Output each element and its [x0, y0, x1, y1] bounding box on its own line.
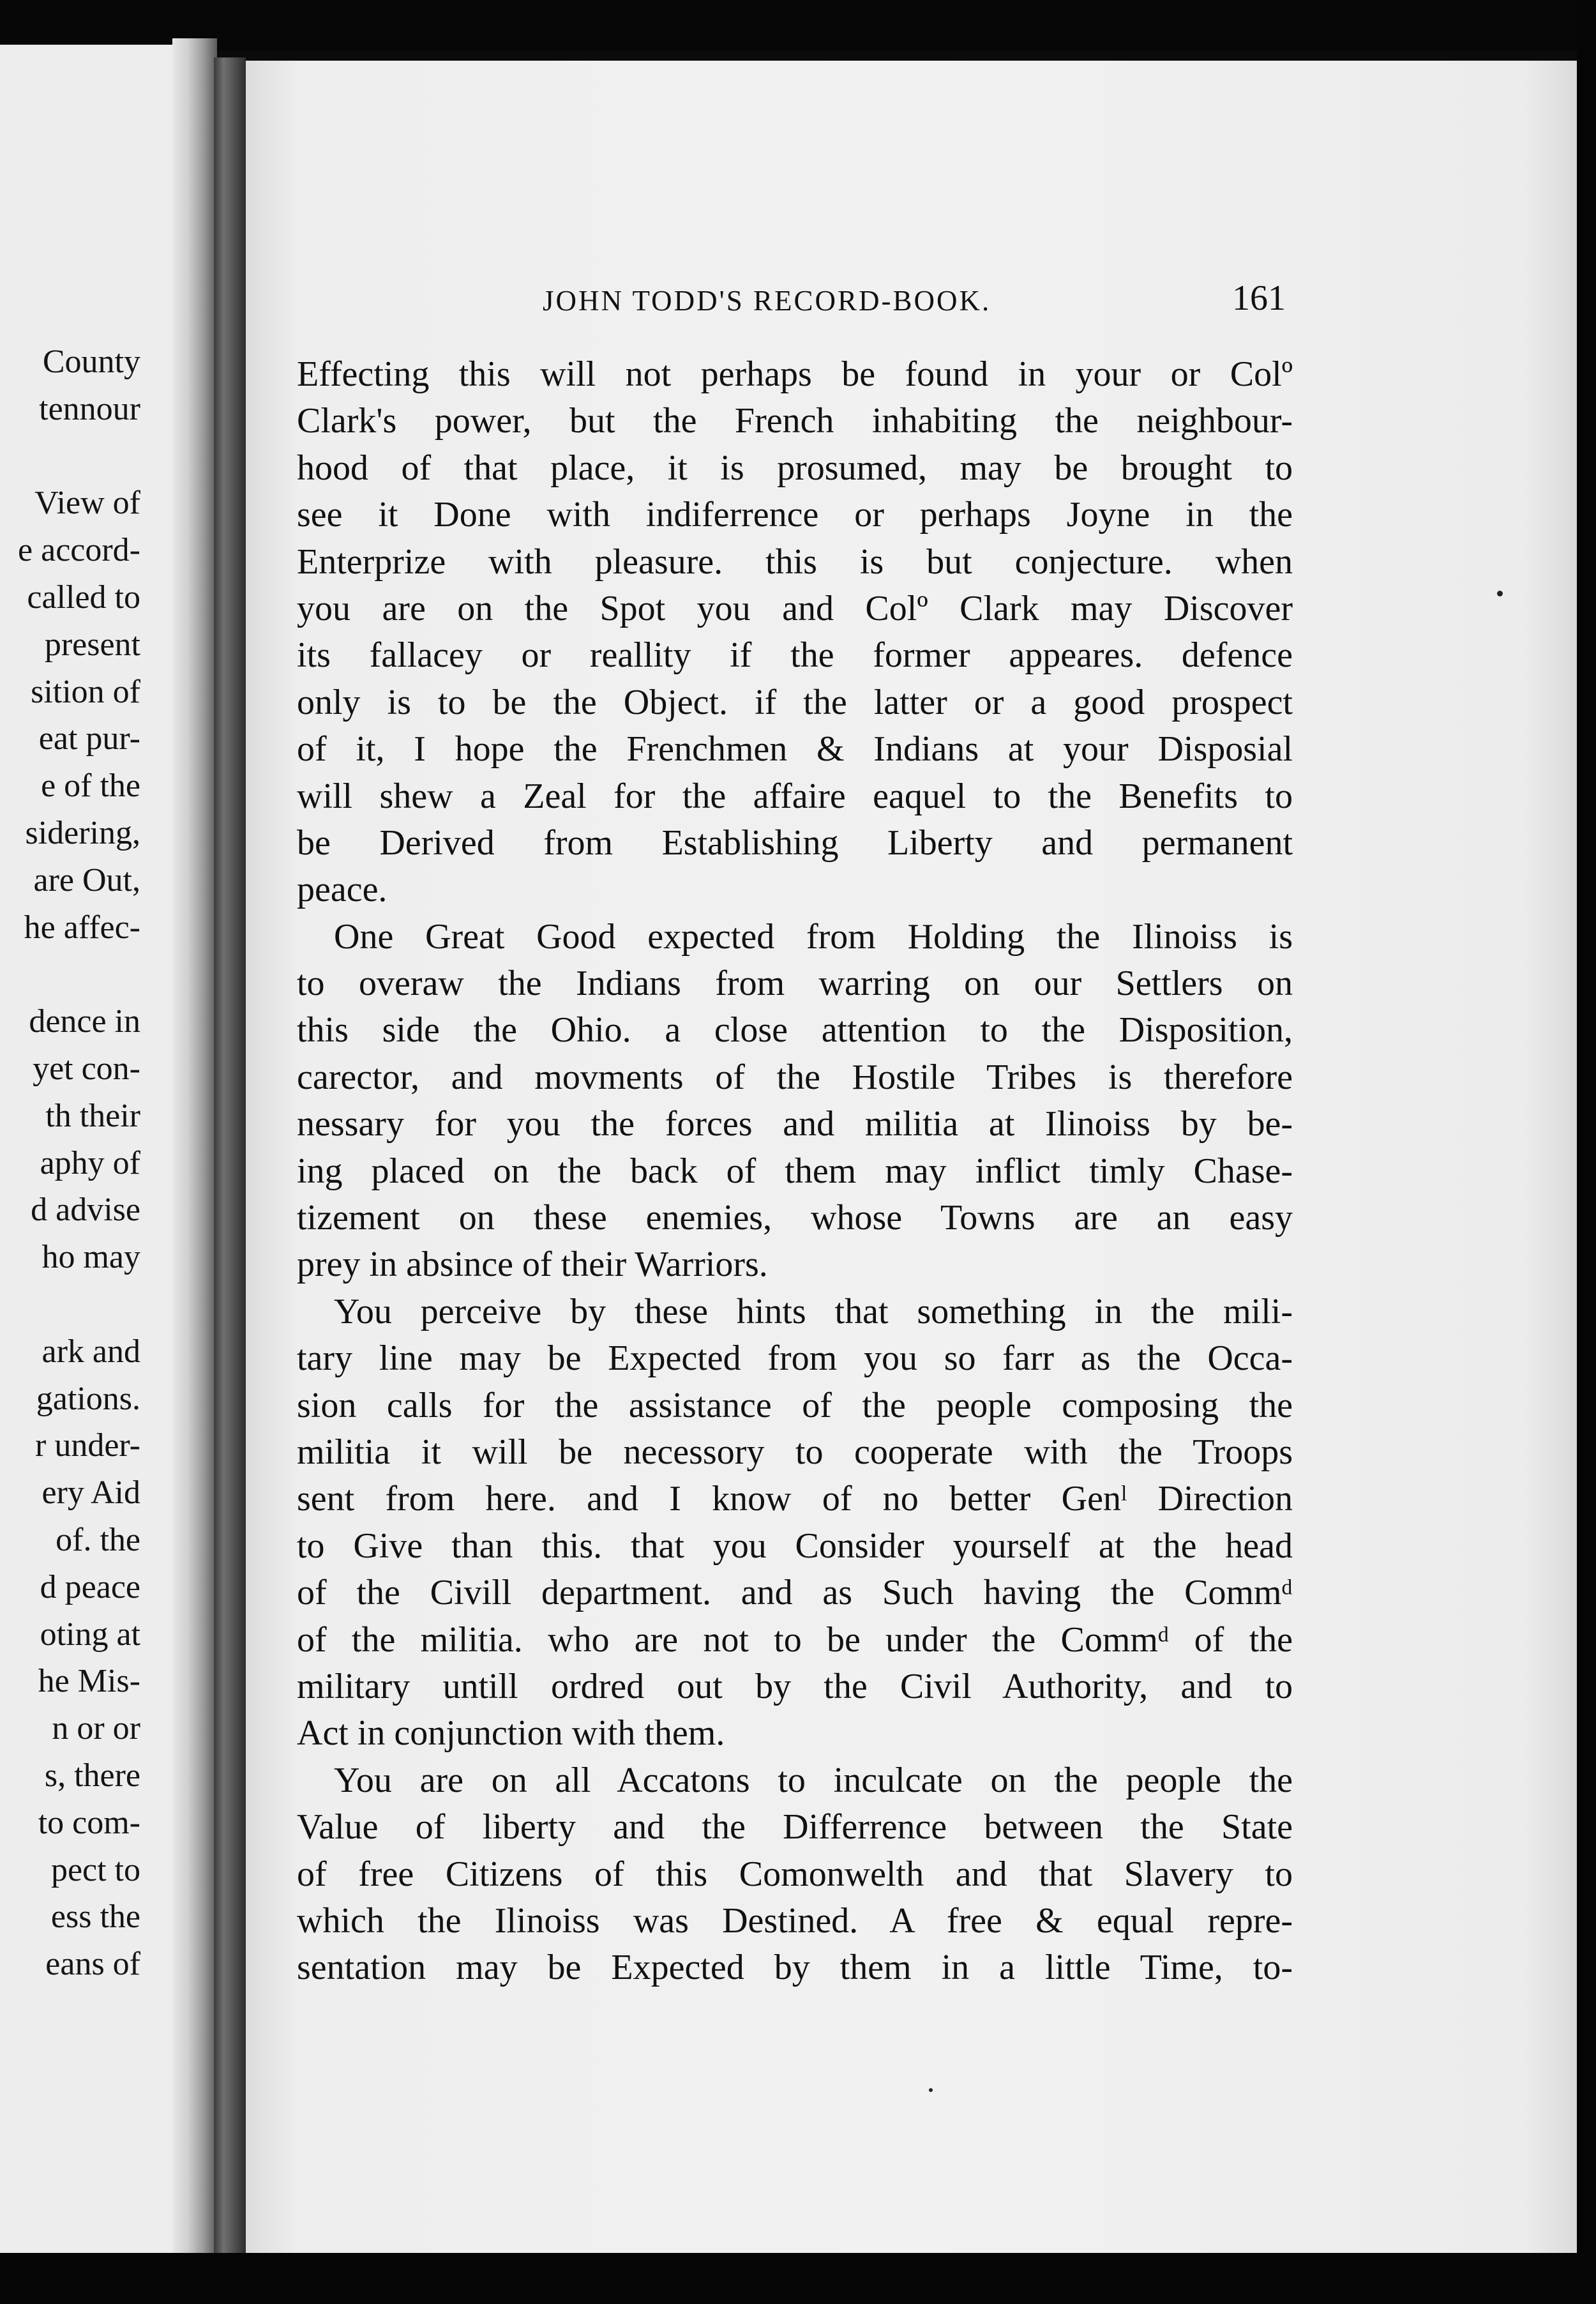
left-page-line: View of — [34, 485, 140, 522]
left-page-line: sidering, — [25, 814, 140, 851]
left-page-line: present — [44, 626, 140, 663]
text-line: only is to be the Object. if the latter or a good prospect — [297, 682, 1293, 722]
text-line: You are on all Accatons to inculcate on the people the — [334, 1760, 1293, 1800]
text-line: Value of liberty and the Differrence between the State — [297, 1807, 1293, 1847]
text-line: will shew a Zeal for the affaire eaquel to the Benefits to — [297, 776, 1293, 816]
scan-speck — [929, 2088, 933, 2092]
text-line: Effecting this will not perhaps be found in your or Colº — [297, 354, 1293, 394]
left-page-line: d advise — [31, 1192, 140, 1229]
text-line: sion calls for the assistance of the people composing the — [297, 1385, 1293, 1425]
text-line: nessary for you the forces and militia at Ilinoiss by be- — [297, 1104, 1293, 1144]
text-line: sentation may be Expected by them in a little Time, to- — [297, 1948, 1293, 1988]
text-line: which the Ilinoiss was Destined. A free & equal repre- — [297, 1900, 1293, 1941]
left-page-line: County — [42, 344, 140, 380]
left-page-line: gations. — [36, 1380, 140, 1417]
running-head-title: JOHN TODD'S RECORD-BOOK. — [543, 285, 991, 317]
body-text — [297, 351, 1293, 1992]
text-line: this side the Ohio. a close attention to the Disposition, — [297, 1010, 1293, 1050]
left-page-line: of. the — [56, 1521, 140, 1558]
left-page-line: th their — [45, 1097, 140, 1134]
text-line: of it, I hope the Frenchmen & Indians at your Disposial — [297, 729, 1293, 769]
left-page-line: called to — [27, 579, 140, 616]
text-line: prey in absince of their Warriors. — [297, 1245, 768, 1285]
text-line: to Give than this. that you Consider yourself at the head — [297, 1526, 1293, 1566]
text-line: hood of that place, it is prosumed, may be brought to — [297, 448, 1293, 488]
text-line: be Derived from Establishing Liberty and permanent — [297, 822, 1293, 863]
left-page-line: n or or — [52, 1710, 140, 1747]
left-facing-page — [0, 45, 192, 2261]
text-line: you are on the Spot you and Colº Clark may Discover — [297, 588, 1293, 628]
left-page-line: e accord- — [18, 532, 140, 569]
left-page-line — [0, 951, 140, 998]
text-line: Act in conjunction with them. — [297, 1713, 725, 1754]
scan-edge-bottom — [0, 2253, 1596, 2304]
text-line: Enterprize with pleasure. this is but conjecture. when — [297, 542, 1293, 582]
scan-edge-right — [1577, 0, 1596, 2304]
left-page-line: dence in — [29, 1003, 140, 1040]
text-line: tizement on these enemies, whose Towns are an easy — [297, 1198, 1293, 1238]
left-page-line: tennour — [39, 390, 140, 427]
left-page-line: d peace — [40, 1568, 140, 1605]
left-page-text-fragment — [0, 338, 140, 1988]
book-spine-gutter — [214, 57, 246, 2261]
text-line: carector, and movments of the Hostile Tribes is therefore — [297, 1057, 1293, 1097]
book-page — [246, 61, 1577, 2270]
left-page-line: oting at — [40, 1616, 140, 1653]
left-page-line: ess the — [50, 1899, 140, 1936]
left-page-gutter-shadow — [172, 38, 217, 2273]
left-page-line — [0, 1281, 140, 1328]
text-line: its fallacey or reallity if the former appeares. defence — [297, 635, 1293, 676]
left-page-line: eat pur- — [38, 720, 140, 757]
left-page-line: ho may — [41, 1239, 140, 1276]
running-head — [246, 271, 1577, 322]
left-page-line: he affec- — [24, 909, 140, 946]
text-line: One Great Good expected from Holding the Ilinoiss is — [334, 916, 1293, 957]
left-page-line: eans of — [45, 1946, 140, 1983]
scan-speck — [1497, 591, 1503, 596]
text-line: of free Citizens of this Comonwelth and that Slavery to — [297, 1854, 1293, 1894]
scan-edge-top — [0, 0, 1596, 51]
text-line: peace. — [297, 870, 388, 910]
text-line: militia it will be necessory to cooperate with the Troops — [297, 1432, 1293, 1472]
text-line: of the Civill department. and as Such having the Commᵈ — [297, 1573, 1293, 1613]
left-page-line: e of the — [41, 768, 140, 805]
left-page-line: r under- — [35, 1427, 140, 1464]
left-page-line: s, there — [44, 1757, 140, 1794]
left-page-line: ery Aid — [41, 1474, 140, 1512]
left-page-line: pect to — [50, 1851, 140, 1888]
text-line: to overaw the Indians from warring on our Settlers on — [297, 964, 1293, 1004]
text-line: sent from here. and I know of no better Genˡ Direction — [297, 1479, 1293, 1519]
text-line: Clark's power, but the French inhabiting the neighbour- — [297, 401, 1293, 441]
page-number: 161 — [1232, 278, 1286, 318]
text-line: of the militia. who are not to be under the Commᵈ of the — [297, 1619, 1293, 1660]
text-line: military untill ordred out by the Civil Authority, and to — [297, 1666, 1293, 1706]
text-line: tary line may be Expected from you so farr as the Occa- — [297, 1338, 1293, 1379]
text-line: see it Done with indiferrence or perhaps Joyne in the — [297, 495, 1293, 535]
left-page-line: he Mis- — [38, 1663, 140, 1700]
text-line: You perceive by these hints that something in the mili- — [334, 1291, 1293, 1331]
text-line: ing placed on the back of them may inflict timly Chase- — [297, 1151, 1293, 1191]
left-page-line: are Out, — [33, 861, 140, 898]
left-page-line: sition of — [31, 673, 140, 710]
left-page-line — [0, 433, 140, 480]
left-page-line: to com- — [38, 1804, 140, 1841]
left-page-line: ark and — [41, 1333, 140, 1370]
left-page-line: aphy of — [40, 1144, 140, 1181]
left-page-line: yet con- — [33, 1050, 140, 1087]
